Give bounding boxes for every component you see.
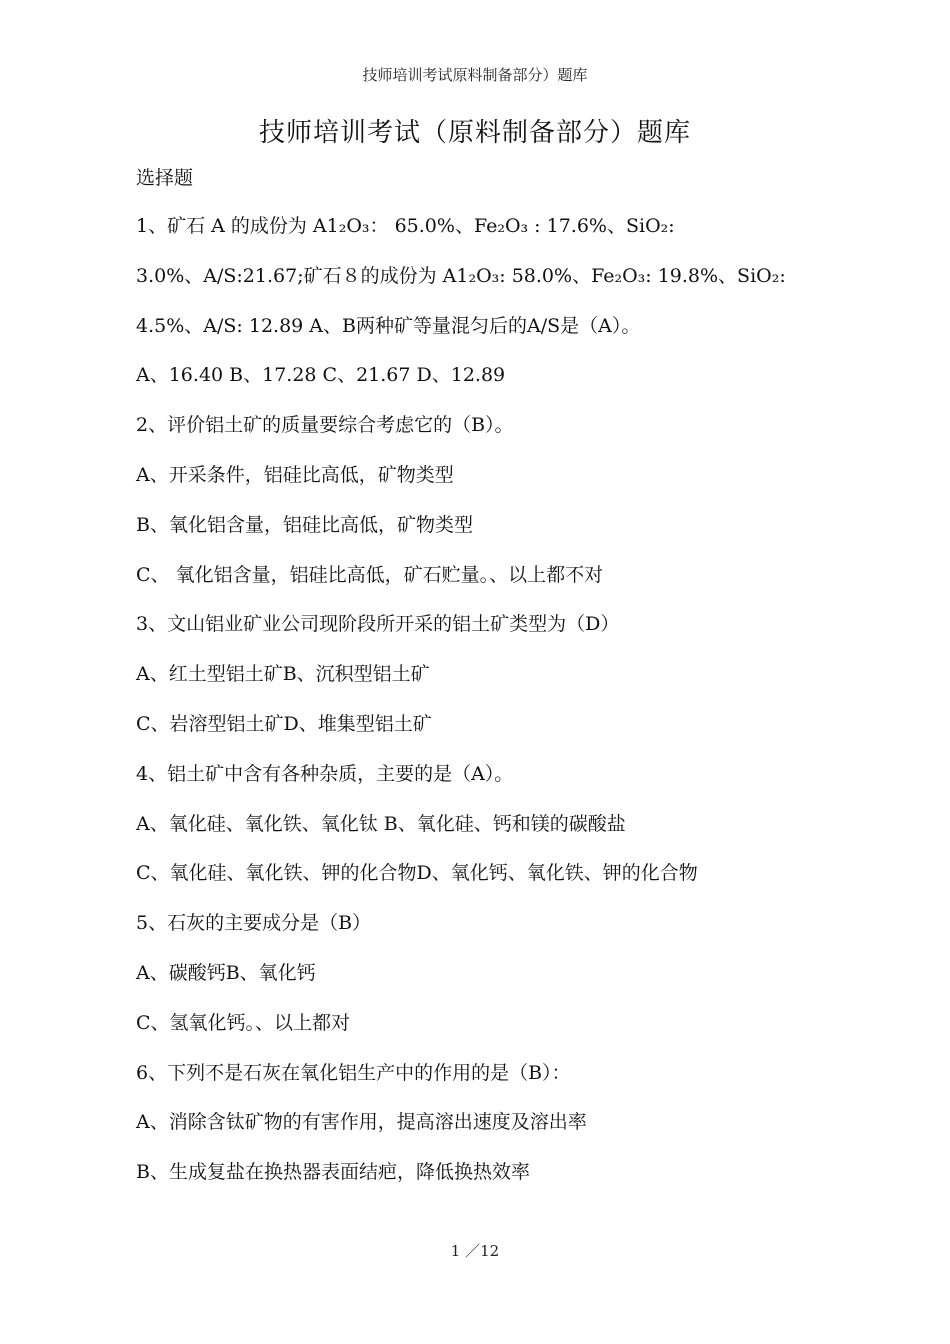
text-line: 1、矿石 A 的成份为 A1₂O₃： 65.0%、Fe₂O₃ : 17.6%、SiO₂: — [136, 215, 675, 237]
question-list — [136, 210, 836, 1206]
text-line: A、开采条件，铝硅比高低，矿物类型 — [136, 463, 454, 486]
text-line: C、 氧化铝含量，铝硅比高低，矿石贮量。、以上都不对 — [136, 563, 604, 586]
text-line: B、氧化铝含量，铝硅比高低，矿物类型 — [136, 513, 473, 536]
text-line: A、氧化硅、氧化铁、氧化钛 B、氧化硅、钙和镁的碳酸盐 — [136, 812, 626, 835]
text-line: A、碳酸钙B、氧化钙 — [136, 961, 316, 984]
page-number: 1 ／12 — [450, 1242, 500, 1260]
text-line: A、红土型铝土矿B、沉积型铝土矿 — [136, 663, 430, 686]
text-line: C、岩溶型铝土矿D、堆集型铝土矿 — [136, 712, 432, 735]
text-line: A、消除含钛矿物的有害作用，提高溶出速度及溶出率 — [136, 1111, 587, 1134]
document-title: 技师培训考试（原料制备部分）题库 — [258, 118, 691, 148]
page-header: 技师培训考试原料制备部分）题库 — [362, 66, 588, 84]
section-heading: 选择题 — [136, 167, 194, 189]
text-line: C、氢氧化钙。、以上都对 — [136, 1011, 351, 1034]
text-line: B、生成复盐在换热器表面结疤，降低换热效率 — [136, 1161, 530, 1184]
text-line: 6、下列不是石灰在氧化铝生产中的作用的是（B）： — [136, 1061, 571, 1084]
text-line: 4、铝土矿中含有各种杂质，主要的是（A）。 — [136, 762, 514, 785]
text-line: 3.0%、A/S:21.67;矿石８的成份为 A1₂O₃: 58.0%、Fe₂O₃: 19.8%、SiO₂: — [136, 264, 786, 287]
text-line: 4.5%、A/S: 12.89 A、B两种矿等量混匀后的A/S是（A）。 — [136, 314, 641, 337]
text-line: 3、文山铝业矿业公司现阶段所开采的铝土矿类型为（D） — [136, 613, 620, 636]
text-line: 2、评价铝土矿的质量要综合考虑它的（B）。 — [136, 414, 514, 437]
text-line: C、氧化硅、氧化铁、钾的化合物D、氧化钙、氧化铁、钾的化合物 — [136, 862, 698, 885]
text-line: 5、石灰的主要成分是（B） — [136, 912, 372, 935]
text-line: A、16.40 B、17.28 C、21.67 D、12.89 — [136, 364, 506, 387]
